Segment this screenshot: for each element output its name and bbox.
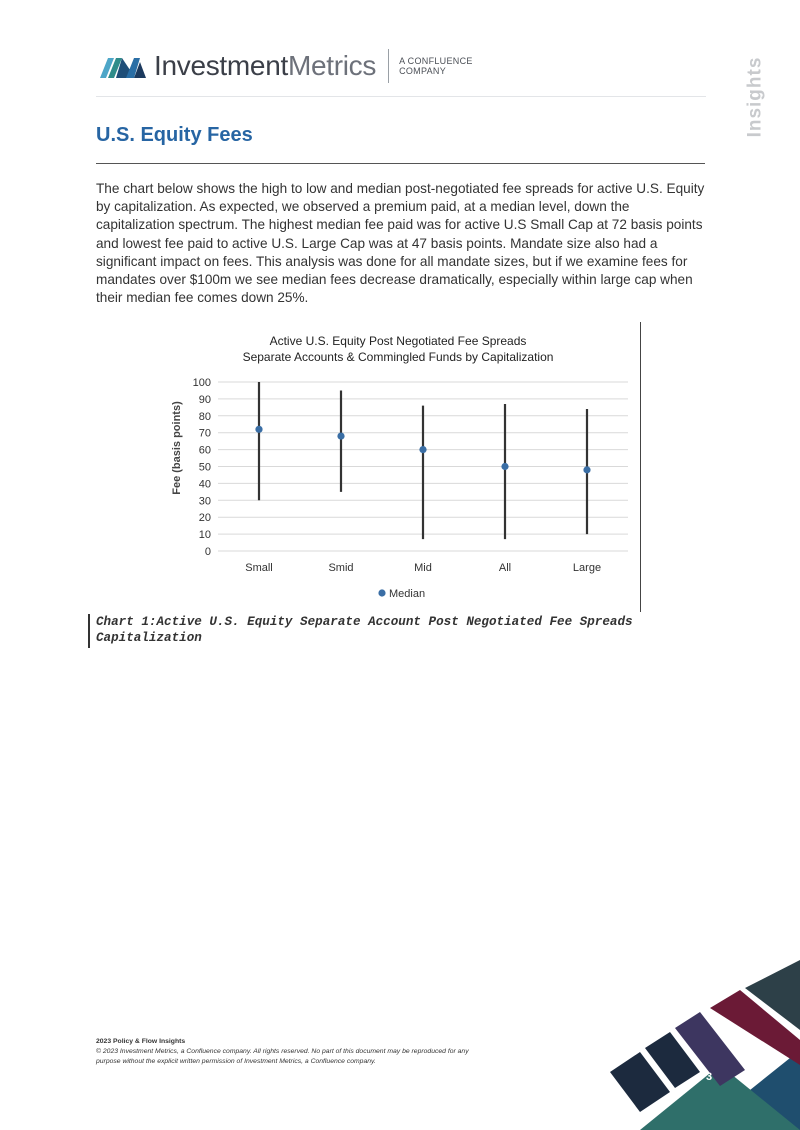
y-tick-label: 20 — [198, 512, 211, 525]
footer-copyright-line2: purpose without the explicit written permission of Investment Metrics, a Confluence company. — [96, 1058, 376, 1065]
logo-separator — [388, 49, 389, 83]
median-point — [501, 463, 508, 470]
page-title: U.S. Equity Fees — [96, 124, 253, 146]
y-tick-label: 90 — [198, 393, 211, 406]
chart-title: Active U.S. Equity Post Negotiated Fee Spreads — [269, 334, 527, 348]
header-divider — [96, 96, 706, 97]
y-tick-label: 100 — [192, 377, 211, 389]
x-tick-label: Small — [245, 562, 273, 574]
chart-x-ticks — [245, 562, 601, 574]
x-tick-label: Mid — [414, 562, 432, 574]
y-tick-label: 0 — [204, 546, 211, 558]
y-tick-label: 70 — [198, 427, 211, 440]
footer-title: 2023 Policy & Flow Insights — [96, 1038, 186, 1045]
chart-legend — [378, 588, 425, 600]
investment-metrics-logo — [100, 48, 473, 84]
chart-y-ticks — [193, 377, 211, 558]
title-rule — [96, 163, 705, 164]
caption-bar — [88, 614, 90, 648]
caption-line2: Capitalization — [96, 631, 202, 645]
x-tick-label: Smid — [328, 562, 354, 574]
legend-label: Median — [389, 588, 426, 600]
page-number: 3 — [706, 1071, 713, 1083]
chart-caption — [96, 614, 656, 646]
x-tick-label: All — [498, 562, 512, 574]
logo-mark-icon — [100, 52, 148, 80]
logo-sub-line2: COMPANY — [399, 66, 447, 76]
logo-subtitle — [399, 56, 473, 76]
side-tab-label: Insights — [744, 56, 766, 138]
caption-line1: Chart 1:Active U.S. Equity Separate Account Post Negotiated Fee Spreads — [96, 615, 633, 629]
footer-copyright-line1: © 2023 Investment Metrics, a Confluence company. All rights reserved. No part of this document may be reproduced for any — [96, 1048, 469, 1055]
body-paragraph: The chart below shows the high to low and median post-negotiated fee spreads for active U.S. Equity by capitalization. As expected, we observed a premium paid, at a median level, down the capitalization spectrum. The highest median fee paid was for active U.S Small Cap at 72 basis points and lowest fee paid to active U.S. Large Cap was at 47 basis points. Mandate size also had a significant impact on fees. This analysis was done for all mandate sizes, but if we examine fees for mandates over $100m we see median fees decrease dramatically, especially within large cap when their median fee comes down 25%. — [96, 181, 705, 306]
y-tick-label: 10 — [198, 529, 211, 542]
y-tick-label: 80 — [198, 410, 211, 423]
y-tick-label: 40 — [198, 478, 211, 491]
chart-svg — [160, 330, 640, 610]
median-point — [255, 426, 262, 433]
median-point — [419, 446, 426, 453]
chart-range-lines — [259, 382, 587, 539]
y-tick-label: 60 — [198, 444, 211, 457]
logo-text-bold: Investment — [154, 50, 288, 81]
y-tick-label: 30 — [198, 495, 211, 508]
median-point — [583, 466, 590, 473]
logo-text-light: Metrics — [287, 50, 377, 81]
chart-y-axis-label: Fee (basis points) — [171, 401, 183, 495]
x-tick-label: Large — [572, 562, 602, 574]
legend-marker — [378, 589, 385, 596]
footer — [96, 1037, 536, 1067]
corner-decoration — [600, 960, 800, 1130]
fee-spread-chart — [160, 330, 640, 610]
median-point — [337, 432, 344, 439]
y-tick-label: 50 — [198, 461, 211, 474]
logo-wordmark — [154, 50, 376, 82]
logo-sub-line1: A CONFLUENCE — [399, 56, 473, 66]
side-tab — [735, 56, 775, 140]
chart-frame-line — [640, 322, 641, 612]
chart-subtitle: Separate Accounts & Commingled Funds by Capitalization — [242, 350, 554, 364]
